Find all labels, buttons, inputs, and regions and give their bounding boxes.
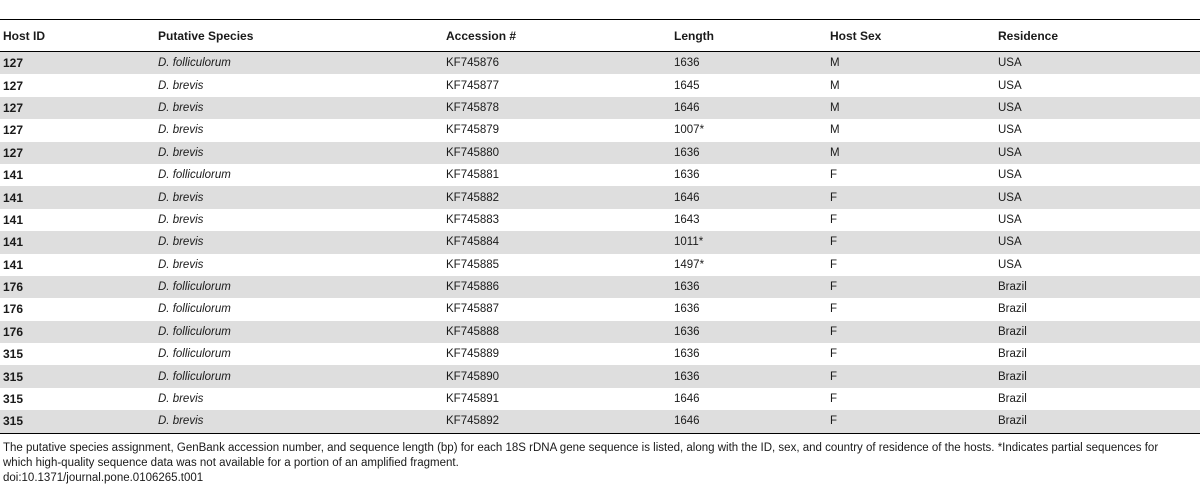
cell-length: 1636 xyxy=(674,146,700,159)
footnote-line-1: The putative species assignment, GenBank accession number, and sequence length (bp) for each 18S rDNA gene sequence is listed, along with the ID, sex, and country of residence of the hosts. *Indicates partial sequences for xyxy=(3,442,1159,454)
cell-host-id: 315 xyxy=(3,369,24,384)
cell-length: 1007* xyxy=(674,124,705,137)
cell-residence: Brazil xyxy=(998,370,1027,383)
cell-species: D. folliculorum xyxy=(158,348,231,361)
cell-residence: Brazil xyxy=(998,415,1027,428)
cell-species: D. brevis xyxy=(158,236,204,249)
cell-length: 1636 xyxy=(674,169,700,182)
cell-host-sex: M xyxy=(830,79,840,92)
cell-host-sex: F xyxy=(830,281,838,294)
cell-accession: KF745878 xyxy=(446,101,500,114)
table-row xyxy=(0,254,1200,276)
header-accession: Accession # xyxy=(446,28,517,43)
table-row xyxy=(0,298,1200,320)
cell-host-id: 141 xyxy=(3,235,24,250)
cell-length: 1636 xyxy=(674,57,700,70)
cell-length: 1646 xyxy=(674,101,700,114)
cell-host-id: 127 xyxy=(3,56,24,71)
cell-residence: USA xyxy=(998,79,1022,92)
cell-residence: USA xyxy=(998,124,1022,137)
cell-host-id: 141 xyxy=(3,168,24,183)
cell-residence: USA xyxy=(998,101,1022,114)
table-row xyxy=(0,164,1200,186)
cell-species: D. folliculorum xyxy=(158,370,231,383)
cell-length: 1636 xyxy=(674,325,700,338)
table-row xyxy=(0,231,1200,253)
table-row xyxy=(0,119,1200,141)
cell-species: D. brevis xyxy=(158,213,204,226)
cell-accession: KF745887 xyxy=(446,303,500,316)
cell-host-sex: F xyxy=(830,415,838,428)
cell-species: D. brevis xyxy=(158,393,204,406)
cell-host-id: 127 xyxy=(3,78,24,93)
cell-host-id: 141 xyxy=(3,190,24,205)
cell-residence: USA xyxy=(998,169,1022,182)
cell-species: D. folliculorum xyxy=(158,57,231,70)
table-row xyxy=(0,186,1200,208)
cell-species: D. brevis xyxy=(158,415,204,428)
table-row xyxy=(0,142,1200,164)
cell-accession: KF745884 xyxy=(446,236,500,249)
cell-accession: KF745882 xyxy=(446,191,500,204)
table-row xyxy=(0,410,1200,433)
cell-residence: USA xyxy=(998,191,1022,204)
cell-host-sex: F xyxy=(830,325,838,338)
header-host-id: Host ID xyxy=(3,28,45,43)
table-row xyxy=(0,321,1200,343)
table-row xyxy=(0,97,1200,119)
cell-length: 1011* xyxy=(674,236,704,249)
header-length: Length xyxy=(674,28,714,43)
cell-species: D. folliculorum xyxy=(158,281,231,294)
cell-host-sex: F xyxy=(830,191,838,204)
sequence-table xyxy=(0,19,1200,434)
cell-accession: KF745877 xyxy=(446,79,500,92)
cell-residence: USA xyxy=(998,213,1022,226)
cell-host-sex: F xyxy=(830,213,838,226)
cell-species: D. brevis xyxy=(158,101,204,114)
cell-length: 1646 xyxy=(674,393,700,406)
header-putative-species: Putative Species xyxy=(158,28,254,43)
cell-accession: KF745886 xyxy=(446,281,500,294)
cell-length: 1497* xyxy=(674,258,705,271)
cell-species: D. brevis xyxy=(158,258,204,271)
cell-length: 1646 xyxy=(674,191,700,204)
cell-host-id: 141 xyxy=(3,257,24,272)
cell-length: 1636 xyxy=(674,303,700,316)
cell-host-id: 141 xyxy=(3,212,24,227)
cell-length: 1645 xyxy=(674,79,700,92)
cell-length: 1636 xyxy=(674,348,700,361)
table-row xyxy=(0,74,1200,96)
header-host-sex: Host Sex xyxy=(830,28,882,43)
cell-species: D. folliculorum xyxy=(158,169,231,182)
cell-host-sex: F xyxy=(830,303,838,316)
cell-host-sex: F xyxy=(830,348,838,361)
table-row xyxy=(0,388,1200,410)
cell-host-sex: F xyxy=(830,393,838,406)
cell-residence: Brazil xyxy=(998,393,1027,406)
cell-species: D. folliculorum xyxy=(158,325,231,338)
cell-accession: KF745891 xyxy=(446,393,500,406)
table-row xyxy=(0,209,1200,231)
cell-residence: USA xyxy=(998,57,1022,70)
cell-host-sex: M xyxy=(830,146,840,159)
cell-length: 1646 xyxy=(674,415,700,428)
cell-host-sex: F xyxy=(830,169,838,182)
cell-accession: KF745881 xyxy=(446,169,500,182)
cell-length: 1636 xyxy=(674,370,700,383)
cell-host-sex: F xyxy=(830,370,838,383)
table-row xyxy=(0,276,1200,298)
cell-host-id: 176 xyxy=(3,324,24,339)
cell-residence: USA xyxy=(998,236,1022,249)
cell-residence: Brazil xyxy=(998,325,1027,338)
cell-accession: KF745876 xyxy=(446,57,500,70)
table-row xyxy=(0,343,1200,365)
cell-accession: KF745889 xyxy=(446,348,500,361)
cell-host-sex: M xyxy=(830,57,840,70)
header-residence: Residence xyxy=(998,28,1059,43)
cell-species: D. folliculorum xyxy=(158,303,231,316)
cell-accession: KF745879 xyxy=(446,124,500,137)
cell-accession: KF745880 xyxy=(446,146,500,159)
table-row xyxy=(0,365,1200,387)
cell-residence: Brazil xyxy=(998,281,1027,294)
data-table-container xyxy=(0,19,1200,434)
cell-length: 1636 xyxy=(674,281,700,294)
footnote-line-2: which high-quality sequence data was not available for a portion of an amplified fragment. xyxy=(3,457,459,469)
cell-species: D. brevis xyxy=(158,191,204,204)
cell-host-id: 176 xyxy=(3,280,24,295)
cell-host-id: 127 xyxy=(3,100,24,115)
cell-accession: KF745892 xyxy=(446,415,500,428)
cell-residence: Brazil xyxy=(998,303,1027,316)
cell-host-id: 127 xyxy=(3,145,24,160)
cell-accession: KF745883 xyxy=(446,213,500,226)
table-header-row xyxy=(0,20,1200,52)
table-row xyxy=(0,52,1200,75)
cell-species: D. brevis xyxy=(158,124,204,137)
cell-accession: KF745888 xyxy=(446,325,500,338)
cell-host-sex: M xyxy=(830,101,840,114)
cell-residence: USA xyxy=(998,146,1022,159)
doi-text: doi:10.1371/journal.pone.0106265.t001 xyxy=(3,472,204,484)
cell-host-sex: M xyxy=(830,124,840,137)
table-body xyxy=(0,52,1200,434)
cell-host-id: 127 xyxy=(3,123,24,138)
cell-species: D. brevis xyxy=(158,79,204,92)
cell-residence: Brazil xyxy=(998,348,1027,361)
cell-host-id: 315 xyxy=(3,347,24,362)
cell-accession: KF745890 xyxy=(446,370,500,383)
cell-residence: USA xyxy=(998,258,1022,271)
cell-host-sex: F xyxy=(830,258,838,271)
cell-accession: KF745885 xyxy=(446,258,500,271)
table-footnote xyxy=(3,441,1200,486)
cell-species: D. brevis xyxy=(158,146,204,159)
cell-length: 1643 xyxy=(674,213,700,226)
cell-host-sex: F xyxy=(830,236,838,249)
cell-host-id: 176 xyxy=(3,302,24,317)
cell-host-id: 315 xyxy=(3,414,24,429)
cell-host-id: 315 xyxy=(3,392,24,407)
